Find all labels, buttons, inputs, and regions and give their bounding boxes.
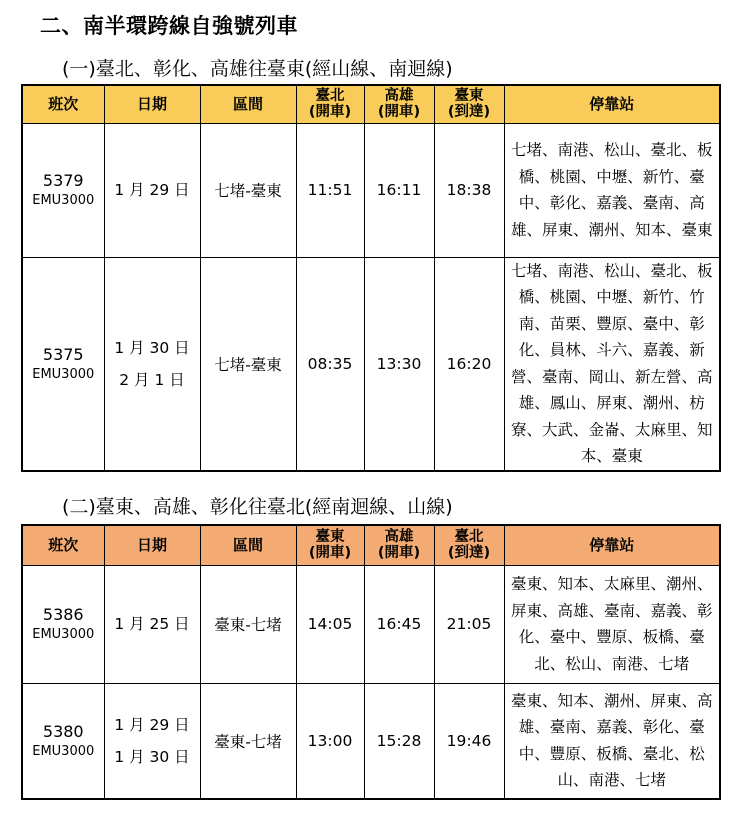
date-value: 1 月 25 日 (114, 615, 190, 633)
date-cell (104, 565, 200, 683)
time2-cell: 13:30 (364, 257, 434, 471)
header-train: 班次 (22, 525, 104, 565)
table-row (22, 123, 720, 257)
train-type: EMU3000 (32, 366, 95, 382)
header-time1-top: 臺北 (315, 88, 345, 105)
header-time2-top: 高雄 (384, 88, 414, 105)
header-time3 (434, 85, 504, 123)
header-time2 (364, 525, 434, 565)
time2-cell: 16:45 (364, 565, 434, 683)
date-value: 1 月 29 日 (114, 715, 190, 734)
date-cell (104, 683, 200, 799)
date-value: 1 月 29 日 (114, 181, 190, 199)
header-time1 (296, 525, 364, 565)
header-train: 班次 (22, 85, 104, 123)
header-time3-bottom: (到達) (447, 104, 491, 121)
date-value: 1 月 30 日 (114, 747, 190, 766)
train-number: 5386 (42, 605, 84, 624)
header-route: 區間 (200, 525, 296, 565)
route-cell: 七堵-臺東 (200, 257, 296, 471)
train-cell (22, 257, 104, 471)
header-stops: 停靠站 (504, 85, 720, 123)
header-time2-top: 高雄 (384, 529, 414, 546)
time1-cell: 11:51 (296, 123, 364, 257)
header-time1-bottom: (開車) (308, 545, 352, 562)
header-time3-top: 臺東 (454, 88, 484, 105)
train-number: 5375 (42, 344, 84, 364)
time2-cell: 16:11 (364, 123, 434, 257)
table-header-row (22, 525, 720, 565)
section1-title: (一)臺北、彰化、高雄往臺東(經山線、南迴線) (62, 58, 453, 80)
header-time1-bottom: (開車) (308, 104, 352, 121)
train-type: EMU3000 (32, 743, 95, 759)
header-time2-bottom: (開車) (377, 104, 421, 121)
header-time3-bottom: (到達) (447, 545, 491, 562)
schedule-table-northbound (21, 524, 721, 800)
time1-cell: 14:05 (296, 565, 364, 683)
time1-cell: 08:35 (296, 257, 364, 471)
header-route: 區間 (200, 85, 296, 123)
date-cell (104, 123, 200, 257)
train-cell (22, 123, 104, 257)
time3-cell: 19:46 (434, 683, 504, 799)
header-time1 (296, 85, 364, 123)
header-time3-top: 臺北 (454, 529, 484, 546)
table-row (22, 565, 720, 683)
header-date: 日期 (104, 85, 200, 123)
stops-cell: 臺東、知本、太麻里、潮州、屏東、高雄、臺南、嘉義、彰化、臺中、豐原、板橋、臺北、松山、南港、七堵 (504, 565, 720, 683)
header-time2-bottom: (開車) (377, 545, 421, 562)
time3-cell: 18:38 (434, 123, 504, 257)
date-value: 1 月 30 日 (114, 338, 190, 357)
time2-cell: 15:28 (364, 683, 434, 799)
time3-cell: 16:20 (434, 257, 504, 471)
stops-cell: 七堵、南港、松山、臺北、板橋、桃園、中壢、新竹、竹南、苗栗、豐原、臺中、彰化、員林、斗六、嘉義、新營、臺南、岡山、新左營、高雄、鳳山、屏東、潮州、枋寮、大武、金崙、太麻里、知本、臺東 (504, 257, 720, 471)
page-heading: 二、南半環跨線自強號列車 (40, 14, 298, 38)
train-number: 5380 (42, 721, 84, 741)
train-type: EMU3000 (32, 627, 95, 642)
train-number: 5379 (42, 171, 84, 190)
train-cell (22, 683, 104, 799)
train-type: EMU3000 (32, 193, 95, 208)
header-stops: 停靠站 (504, 525, 720, 565)
header-time1-top: 臺東 (315, 529, 345, 546)
table-header-row (22, 85, 720, 123)
date-cell (104, 257, 200, 471)
table-row (22, 683, 720, 799)
section2-title: (二)臺東、高雄、彰化往臺北(經南迴線、山線) (62, 496, 453, 518)
time1-cell: 13:00 (296, 683, 364, 799)
header-date: 日期 (104, 525, 200, 565)
route-cell: 臺東-七堵 (200, 683, 296, 799)
stops-cell: 七堵、南港、松山、臺北、板橋、桃園、中壢、新竹、臺中、彰化、嘉義、臺南、高雄、屏東、潮州、知本、臺東 (504, 123, 720, 257)
time3-cell: 21:05 (434, 565, 504, 683)
date-value: 2 月 1 日 (119, 370, 185, 389)
table-row (22, 257, 720, 471)
header-time2 (364, 85, 434, 123)
train-cell (22, 565, 104, 683)
route-cell: 臺東-七堵 (200, 565, 296, 683)
stops-cell: 臺東、知本、潮州、屏東、高雄、臺南、嘉義、彰化、臺中、豐原、板橋、臺北、松山、南港、七堵 (504, 683, 720, 799)
schedule-table-southbound (21, 84, 721, 472)
header-time3 (434, 525, 504, 565)
route-cell: 七堵-臺東 (200, 123, 296, 257)
